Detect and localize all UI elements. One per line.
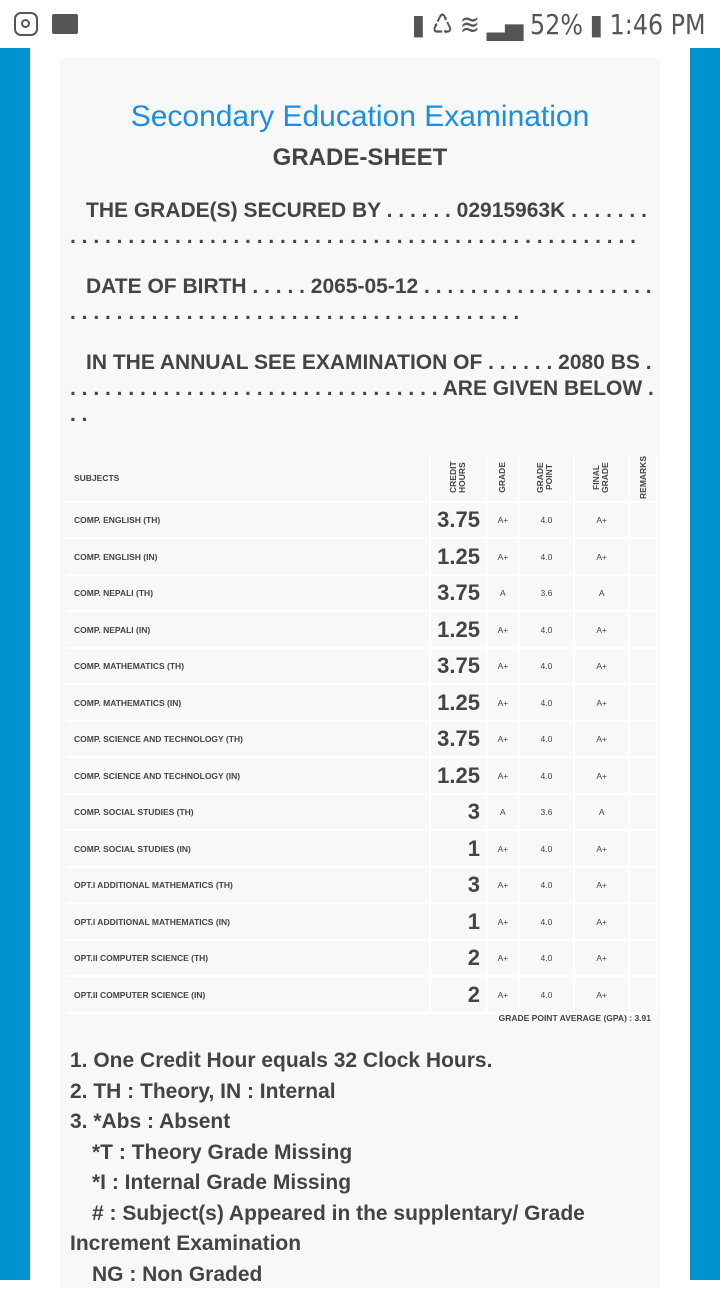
cell-final-grade: A+ <box>574 976 629 1013</box>
header-credit-hours: CREDIT HOURS <box>430 456 487 502</box>
cell-credit-hours: 3.75 <box>430 502 487 539</box>
cell-grade-point: 4.0 <box>519 648 574 685</box>
cell-remarks <box>629 867 657 904</box>
cell-grade-point: 3.6 <box>519 794 574 831</box>
header-grade-point: GRADE POINT <box>519 456 574 502</box>
table-row <box>66 502 657 539</box>
cell-grade-point: 4.0 <box>519 757 574 794</box>
cell-final-grade: A+ <box>574 721 629 758</box>
cell-subject: COMP. SCIENCE AND TECHNOLOGY (TH) <box>66 721 430 758</box>
table-row <box>66 940 657 977</box>
cell-credit-hours: 1 <box>430 830 487 867</box>
cell-subject: COMP. SOCIAL STUDIES (TH) <box>66 794 430 831</box>
cell-credit-hours: 1 <box>430 903 487 940</box>
cell-remarks <box>629 794 657 831</box>
cell-subject: COMP. NEPALI (IN) <box>66 611 430 648</box>
cell-grade: A+ <box>487 611 519 648</box>
cell-grade: A+ <box>487 721 519 758</box>
note-item: *T : Theory Grade Missing <box>70 1138 655 1169</box>
cell-final-grade: A+ <box>574 940 629 977</box>
cell-remarks <box>629 721 657 758</box>
cell-subject: COMP. MATHEMATICS (IN) <box>66 684 430 721</box>
cell-final-grade: A+ <box>574 648 629 685</box>
note-item: Increment Examination <box>70 1229 655 1260</box>
table-row <box>66 575 657 612</box>
cell-grade: A+ <box>487 684 519 721</box>
left-border <box>0 48 30 1280</box>
wifi-icon: ≋ <box>460 8 480 41</box>
table-row <box>66 648 657 685</box>
table-row <box>66 721 657 758</box>
table-row <box>66 903 657 940</box>
cell-grade-point: 4.0 <box>519 867 574 904</box>
instagram-icon <box>14 12 38 36</box>
cell-final-grade: A+ <box>574 538 629 575</box>
cell-credit-hours: 1.25 <box>430 611 487 648</box>
cell-credit-hours: 2 <box>430 976 487 1013</box>
cell-grade-point: 4.0 <box>519 538 574 575</box>
cell-remarks <box>629 976 657 1013</box>
cell-grade-point: 4.0 <box>519 502 574 539</box>
date-of-birth: DATE OF BIRTH . . . . . 2065-05-12 . . . . . . . . . . . . . . . . . . . . . . . . . . . . . . . . . . . . . . . . . . . . . . . . . . . . . . . . . . . <box>70 274 655 326</box>
battery-saver-icon: ▮ <box>412 8 425 41</box>
cell-grade: A+ <box>487 940 519 977</box>
signal-icon: ▂▄ <box>487 8 524 41</box>
cell-credit-hours: 3.75 <box>430 648 487 685</box>
note-item: NG : Non Graded <box>70 1260 655 1290</box>
clock: 1:46 PM <box>610 8 706 41</box>
battery-percent: 52% <box>530 8 583 41</box>
cell-grade-point: 4.0 <box>519 611 574 648</box>
page-title: Secondary Education Examination <box>0 100 720 134</box>
secured-by: THE GRADE(S) SECURED BY . . . . . . 02915963K . . . . . . . . . . . . . . . . . . . . . . . . . . . . . . . . . . . . . . . . . . . . . . . . . . . . . . . . <box>70 198 655 250</box>
cell-remarks <box>629 830 657 867</box>
right-border <box>690 48 720 1280</box>
cell-subject: OPT.II COMPUTER SCIENCE (TH) <box>66 940 430 977</box>
table-row <box>66 611 657 648</box>
cell-subject: OPT.I ADDITIONAL MATHEMATICS (IN) <box>66 903 430 940</box>
cell-grade-point: 3.6 <box>519 575 574 612</box>
cell-grade: A+ <box>487 502 519 539</box>
cell-subject: COMP. SOCIAL STUDIES (IN) <box>66 830 430 867</box>
cell-remarks <box>629 538 657 575</box>
table-row <box>66 757 657 794</box>
cell-grade-point: 4.0 <box>519 903 574 940</box>
recycle-icon: ♺ <box>432 8 453 41</box>
cell-grade: A+ <box>487 976 519 1013</box>
cell-remarks <box>629 575 657 612</box>
table-row <box>66 976 657 1013</box>
cell-remarks <box>629 502 657 539</box>
cell-credit-hours: 3 <box>430 794 487 831</box>
cell-subject: COMP. ENGLISH (IN) <box>66 538 430 575</box>
note-item: *I : Internal Grade Missing <box>70 1168 655 1199</box>
status-bar <box>0 0 720 48</box>
cell-subject: COMP. NEPALI (TH) <box>66 575 430 612</box>
cell-grade: A+ <box>487 830 519 867</box>
cell-remarks <box>629 903 657 940</box>
note-item: 3. *Abs : Absent <box>70 1107 655 1138</box>
cell-grade-point: 4.0 <box>519 684 574 721</box>
cell-remarks <box>629 611 657 648</box>
page-subtitle: GRADE-SHEET <box>0 144 720 172</box>
header-grade: GRADE <box>487 456 519 502</box>
note-item: 1. One Credit Hour equals 32 Clock Hours. <box>70 1046 655 1077</box>
cell-subject: OPT.II COMPUTER SCIENCE (IN) <box>66 976 430 1013</box>
gpa: GRADE POINT AVERAGE (GPA) : 3.91 <box>499 1013 651 1023</box>
table-row <box>66 794 657 831</box>
cell-remarks <box>629 940 657 977</box>
cell-grade-point: 4.0 <box>519 976 574 1013</box>
cell-final-grade: A <box>574 575 629 612</box>
note-item: # : Subject(s) Appeared in the supplentary/ Grade <box>70 1199 655 1230</box>
header-final-grade: FINAL GRADE <box>574 456 629 502</box>
cell-final-grade: A+ <box>574 611 629 648</box>
cell-final-grade: A+ <box>574 684 629 721</box>
cell-remarks <box>629 648 657 685</box>
cell-final-grade: A+ <box>574 830 629 867</box>
cell-remarks <box>629 757 657 794</box>
cell-final-grade: A+ <box>574 867 629 904</box>
cell-grade-point: 4.0 <box>519 830 574 867</box>
cell-grade-point: 4.0 <box>519 721 574 758</box>
table-row <box>66 684 657 721</box>
folder-icon <box>52 14 78 34</box>
cell-final-grade: A+ <box>574 903 629 940</box>
cell-grade: A+ <box>487 867 519 904</box>
cell-final-grade: A+ <box>574 757 629 794</box>
cell-credit-hours: 1.25 <box>430 757 487 794</box>
cell-credit-hours: 1.25 <box>430 538 487 575</box>
table-row <box>66 867 657 904</box>
table-row <box>66 538 657 575</box>
header-remarks: REMARKS <box>629 456 657 502</box>
cell-subject: COMP. MATHEMATICS (TH) <box>66 648 430 685</box>
notes <box>70 1046 655 1290</box>
cell-final-grade: A <box>574 794 629 831</box>
cell-final-grade: A+ <box>574 502 629 539</box>
header-subjects: SUBJECTS <box>66 456 430 502</box>
cell-grade: A <box>487 794 519 831</box>
cell-credit-hours: 3.75 <box>430 721 487 758</box>
cell-grade: A <box>487 575 519 612</box>
grades-table <box>66 456 658 1014</box>
cell-credit-hours: 3 <box>430 867 487 904</box>
cell-remarks <box>629 684 657 721</box>
cell-subject: COMP. ENGLISH (TH) <box>66 502 430 539</box>
cell-grade: A+ <box>487 538 519 575</box>
cell-credit-hours: 2 <box>430 940 487 977</box>
table-header <box>66 456 657 502</box>
cell-grade: A+ <box>487 903 519 940</box>
cell-subject: OPT.I ADDITIONAL MATHEMATICS (TH) <box>66 867 430 904</box>
cell-credit-hours: 1.25 <box>430 684 487 721</box>
cell-credit-hours: 3.75 <box>430 575 487 612</box>
battery-icon: ▮ <box>590 8 603 41</box>
cell-grade: A+ <box>487 757 519 794</box>
cell-grade-point: 4.0 <box>519 940 574 977</box>
cell-grade: A+ <box>487 648 519 685</box>
table-row <box>66 830 657 867</box>
cell-subject: COMP. SCIENCE AND TECHNOLOGY (IN) <box>66 757 430 794</box>
exam-info: IN THE ANNUAL SEE EXAMINATION OF . . . . . . 2080 BS . . . . . . . . . . . . . . . . . . . . . . . . . . . . . . . . . ARE GIVEN BELOW . . . <box>70 350 655 428</box>
note-item: 2. TH : Theory, IN : Internal <box>70 1077 655 1108</box>
